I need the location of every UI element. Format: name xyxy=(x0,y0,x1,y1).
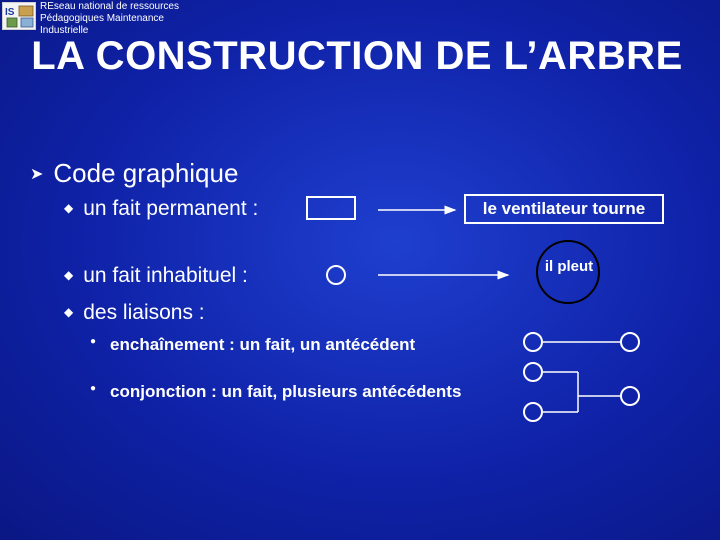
ventilateur-example-box xyxy=(464,194,664,224)
code-graphique-label: Code graphique xyxy=(53,158,239,188)
code-graphique-bullet xyxy=(30,158,238,189)
network-label-line1: REseau national de ressources xyxy=(40,1,179,12)
diamond-bullet-icon: ◆ xyxy=(64,305,74,319)
conjonction-antecedent-circle-2 xyxy=(523,402,543,422)
fait-permanent-label: un fait permanent : xyxy=(83,197,259,220)
dot-bullet-icon: ● xyxy=(90,336,97,347)
diamond-bullet-icon: ◆ xyxy=(64,201,74,215)
fait-permanent-item xyxy=(64,197,258,221)
enchainement-antecedent-circle xyxy=(523,332,543,352)
liaisons-label: des liaisons : xyxy=(83,301,205,324)
dot-bullet-icon: ● xyxy=(90,383,97,394)
network-label-line2: Pédagogiques Maintenance xyxy=(40,13,164,24)
conjonction-fait-circle xyxy=(620,386,640,406)
network-label-line3: Industrielle xyxy=(40,25,89,36)
arrow-bullet-icon: ➤ xyxy=(30,166,44,183)
fait-inhabituel-item xyxy=(64,264,248,288)
liaisons-item xyxy=(64,301,205,325)
enchainement-fait-circle xyxy=(620,332,640,352)
inhabituel-circle-symbol xyxy=(326,265,346,285)
slide-title: LA CONSTRUCTION DE L’ARBRE xyxy=(31,34,683,78)
enchainement-item xyxy=(90,335,415,355)
diamond-bullet-icon: ◆ xyxy=(64,268,74,282)
conjonction-label: conjonction : un fait, plusieurs antécédents xyxy=(110,382,462,401)
network-label xyxy=(40,1,210,37)
ventilateur-example-label: le ventilateur tourne xyxy=(482,199,646,218)
reseau-logo xyxy=(2,2,36,30)
logo-graphic-icon xyxy=(3,3,36,30)
enchainement-label: enchaînement : un fait, un antécédent xyxy=(110,335,416,354)
fait-inhabituel-label: un fait inhabituel : xyxy=(83,264,248,287)
permanent-rectangle-symbol xyxy=(306,196,356,220)
conjonction-item xyxy=(90,382,461,402)
conjonction-antecedent-circle-1 xyxy=(523,362,543,382)
logo-text: IS xyxy=(5,7,15,18)
pleut-example-label: il pleut xyxy=(544,258,594,275)
